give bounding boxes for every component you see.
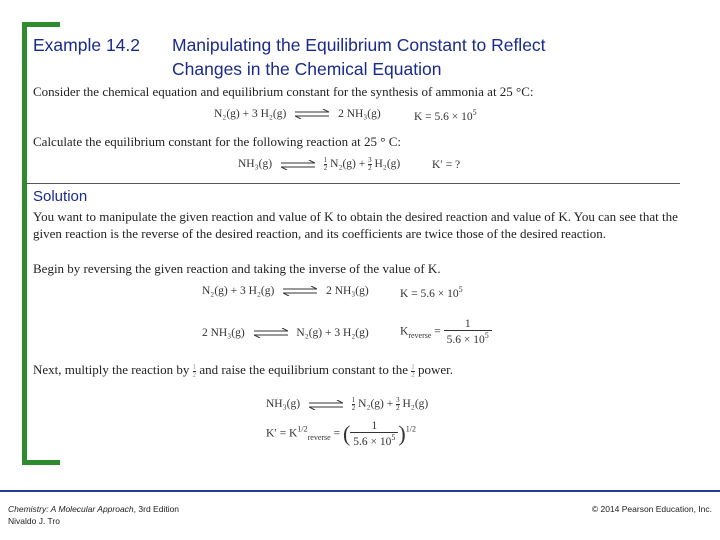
solution-paragraph-1: You want to manipulate the given reaction and value of K to obtain the desired reaction and value of K. You can see that the given reaction is the reverse of the desired reaction, and its coefficients are twice those of the desired reaction. bbox=[33, 209, 678, 241]
fraction-coefficient: $\frac{3}{2}$ bbox=[368, 156, 372, 172]
solution-k-prime: $K' = K^{1/2}_{reverse}$ = ( $\frac{1}{5.6 \times 10^5}$ )$^{1/2}$ bbox=[266, 420, 416, 448]
footer-divider bbox=[0, 490, 720, 492]
solution-paragraph-3: Next, multiply the reaction by $\frac{1}{2}$ and raise the equilibrium constant to the $\frac{1}{2}$ power. bbox=[33, 362, 454, 379]
fraction-coefficient: $\frac{1}{2}$ bbox=[351, 396, 356, 412]
intro-equation bbox=[214, 108, 381, 120]
title-line-2: Changes in the Chemical Equation bbox=[172, 59, 442, 79]
k-prime-fraction: $\frac{1}{5.6 \times 10^5}$ bbox=[350, 420, 398, 448]
book-author: Nivaldo J. Tro bbox=[8, 516, 60, 526]
solution-k-reverse: $K_{reverse}$ = $\frac{1}{5.6 \times 10^5}$ bbox=[400, 318, 492, 346]
eq-products: 2 NH₃(g) bbox=[338, 108, 381, 120]
eq-reactants: N₂(g) + 3 H₂(g) bbox=[214, 108, 287, 120]
question-text: Calculate the equilibrium constant for the following reaction at 25 ° C: bbox=[33, 134, 402, 149]
fraction-one-half: $\frac{1}{2}$ bbox=[411, 362, 415, 379]
equilibrium-arrow-icon bbox=[283, 286, 317, 296]
green-bracket-bottom bbox=[22, 460, 60, 465]
green-bracket-left bbox=[22, 22, 27, 465]
target-equation: NH₃(g) $\frac{1}{2}$ N₂(g) + $\frac{3}{2}$ H₂(g) bbox=[238, 156, 401, 172]
fraction-coefficient: $\frac{3}{2}$ bbox=[396, 396, 400, 412]
equilibrium-arrow-icon bbox=[281, 160, 315, 170]
title-line-1: Manipulating the Equilibrium Constant to Reflect bbox=[172, 35, 546, 55]
green-bracket-top bbox=[22, 22, 60, 27]
footer-copyright: © 2014 Pearson Education, Inc. bbox=[591, 504, 712, 514]
fraction-one-half: $\frac{1}{2}$ bbox=[192, 362, 197, 379]
equilibrium-arrow-icon bbox=[295, 109, 329, 119]
divider-line bbox=[26, 183, 680, 184]
example-number: Example 14.2 bbox=[33, 35, 141, 55]
equilibrium-arrow-icon bbox=[254, 328, 288, 338]
solution-equation-1: N₂(g) + 3 H₂(g) 2 NH₃(g) bbox=[202, 285, 369, 297]
intro-text: Consider the chemical equation and equilibrium constant for the synthesis of ammonia at 25 °C: bbox=[33, 84, 534, 99]
fraction-coefficient: $\frac{1}{2}$ bbox=[323, 156, 328, 172]
solution-equation-2: 2 NH₃(g) N₂(g) + 3 H₂(g) bbox=[202, 327, 369, 339]
equilibrium-arrow-icon bbox=[309, 400, 343, 410]
k-reverse-fraction: $\frac{1}{5.6 \times 10^5}$ bbox=[444, 318, 492, 346]
book-edition: , 3rd Edition bbox=[133, 504, 180, 514]
solution-equation-3: NH₃(g) $\frac{1}{2}$ N₂(g) + $\frac{3}{2}$ H₂(g) bbox=[266, 396, 429, 412]
solution-heading: Solution bbox=[33, 188, 88, 205]
solution-paragraph-2: Begin by reversing the given reaction and taking the inverse of the value of K. bbox=[33, 261, 441, 276]
solution-k-1: $K = 5.6 \times 10^5$ bbox=[400, 285, 463, 300]
footer-book-info bbox=[8, 503, 179, 527]
target-k: K′ = ? bbox=[432, 159, 461, 171]
book-title: Chemistry: A Molecular Approach bbox=[8, 504, 134, 514]
intro-k-value: $K = 5.6 \times 10^5$ bbox=[414, 108, 477, 123]
